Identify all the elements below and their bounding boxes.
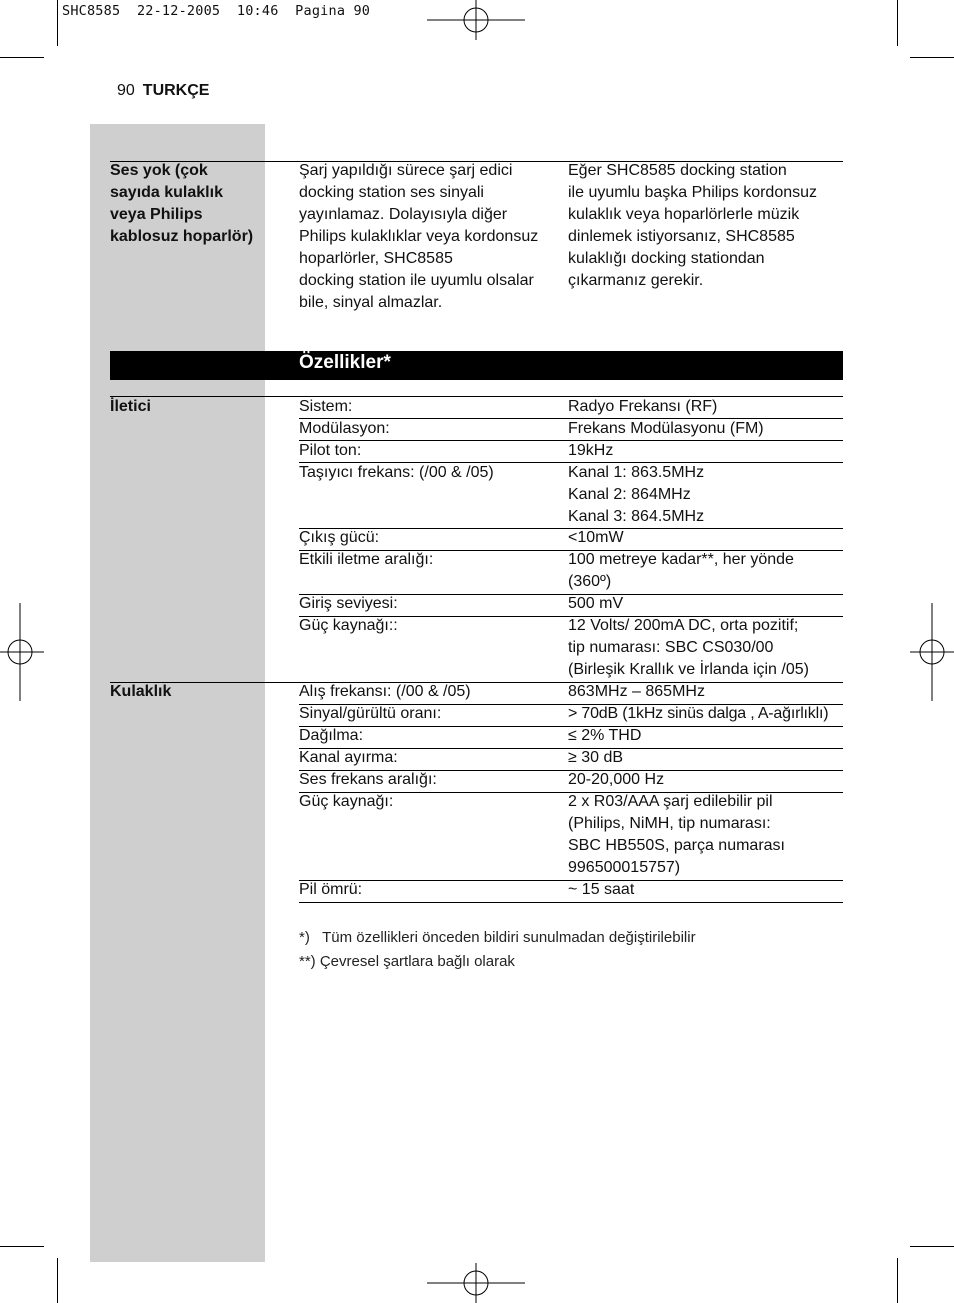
cause-line: hoparlörler, SHC8585 [299,250,453,267]
spec-table-bottom-rule [299,902,843,903]
crop-mark-tr-v [897,0,898,46]
crop-mark-bl-h [0,1246,44,1247]
problem-line: Ses yok (çok [110,162,208,179]
trouble-solution [568,160,817,292]
cause-line: docking station ile uyumlu olsalar [299,272,534,289]
spec-value: 20-20,000 Hz [568,771,665,788]
spec-value: > 70dB (1kHz sinüs dalga , A-ağırlıklı) [568,705,829,722]
headphone-section-label: Kulaklık [110,683,172,700]
crop-mark-tl-v [57,0,58,46]
cause-line: Şarj yapıldığı sürece şarj edici [299,162,513,179]
spec-label: Etkili iletme aralığı: [299,551,434,568]
spec-label: Çıkış gücü: [299,529,380,546]
spec-value: Radyo Frekansı (RF) [568,398,718,415]
spec-label: Alış frekansı: (/00 & /05) [299,683,471,700]
spec-value: 500 mV [568,595,624,612]
crop-mark-br-v [897,1258,898,1303]
registration-mark-top [427,0,525,40]
problem-line: sayıda kulaklık [110,184,223,201]
cause-line: bile, sinyal almazlar. [299,294,443,311]
trouble-problem [110,160,253,248]
spec-value: ≤ 2% THD [568,727,642,744]
registration-mark-left [0,603,44,701]
spec-value: Kanal 1: 863.5MHz Kanal 2: 864MHz Kanal 3: 864.5MHz [568,464,705,525]
trouble-cause [299,160,538,314]
cause-line: yayınlamaz. Dolayısıyla diğer [299,206,508,223]
spec-value: ~ 15 saat [568,881,635,898]
footnote: **) Çevresel şartlara bağlı olarak [299,953,515,970]
spec-label: Pilot ton: [299,442,362,459]
spec-label: Modülasyon: [299,420,390,437]
section-language: TURKÇE [142,82,210,99]
solution-line: ile uyumlu başka Philips kordonsuz [568,184,818,201]
footnote: *) Tüm özellikleri önceden bildiri sunulmadan değiştirilebilir [299,929,696,946]
problem-line: kablosuz hoparlör) [110,228,254,245]
spec-label: Kanal ayırma: [299,749,398,766]
solution-line: dinlemek istiyorsanız, SHC8585 [568,228,795,245]
spec-value: ≥ 30 dB [568,749,624,766]
problem-line: veya Philips [110,206,203,223]
solution-line: kulaklığı docking stationdan [568,250,765,267]
page-number: 90 [117,82,135,99]
spec-label: Sistem: [299,398,353,415]
transmitter-section-label: İletici [110,398,151,415]
cause-line: Philips kulaklıklar veya kordonsuz [299,228,539,245]
crop-mark-tl-h [0,57,44,58]
page-header [117,82,209,100]
spec-value: <10mW [568,529,624,546]
spec-label: Güç kaynağı:: [299,617,398,634]
transmitter-section-rule [110,396,843,397]
crop-mark-bl-v [57,1258,58,1303]
spec-value: 2 x R03/AAA şarj edilebilir pil (Philips, NiMH, tip numarası: SBC HB550S, parça numarası 996500015757) [568,793,785,876]
crop-mark-br-h [910,1246,954,1247]
registration-mark-right [910,603,954,701]
cause-line: docking station ses sinyali [299,184,484,201]
spec-value: 863MHz – 865MHz [568,683,705,700]
spec-label: Sinyal/gürültü oranı: [299,705,442,722]
solution-line: kulaklık veya hoparlörlerle müzik [568,206,800,223]
print-slug: SHC8585 22-12-2005 10:46 Pagina 90 [62,3,371,19]
spec-label: Giriş seviyesi: [299,595,398,612]
specs-title-banner [110,351,843,380]
solution-line: çıkarmanız gerekir. [568,272,704,289]
spec-label: Dağılma: [299,727,364,744]
spec-label: Güç kaynağı: [299,793,394,810]
spec-value: 19kHz [568,442,614,459]
headphone-section-rule [110,682,843,683]
specs-title: Özellikler* [299,352,391,373]
spec-label: Ses frekans aralığı: [299,771,437,788]
crop-mark-tr-h [910,57,954,58]
solution-line: Eğer SHC8585 docking station [568,162,787,179]
spec-value: 100 metreye kadar**, her yönde (360º) [568,551,794,590]
spec-label: Taşıyıcı frekans: (/00 & /05) [299,464,494,481]
spec-value: 12 Volts/ 200mA DC, orta pozitif; tip numarası: SBC CS030/00 (Birleşik Krallık ve İrlanda için /05) [568,617,809,678]
spec-label: Pil ömrü: [299,881,363,898]
spec-value: Frekans Modülasyonu (FM) [568,420,764,437]
registration-mark-bottom [427,1263,525,1303]
